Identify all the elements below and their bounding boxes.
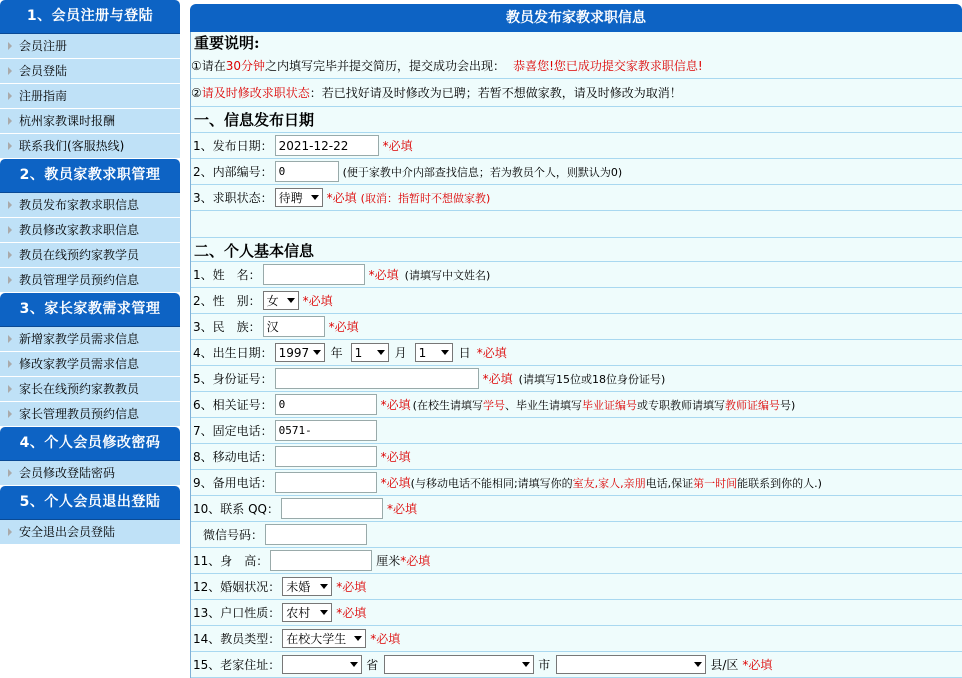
teacher-type-label: 14、教员类型： (193, 632, 281, 646)
cert-hint-text: 或专职教师请填写 (636, 398, 725, 412)
birth-row (191, 340, 962, 366)
arrow-right-icon (8, 335, 12, 343)
arrow-right-icon (8, 360, 12, 368)
arrow-right-icon (8, 117, 12, 125)
required-mark: *必填 (328, 320, 359, 334)
arrow-right-icon (8, 276, 12, 284)
backup-hint-highlight: 室友,家人,亲朋 (572, 476, 646, 490)
arrow-right-icon (8, 528, 12, 536)
cert-label: 6、相关证号： (193, 398, 273, 412)
chevron-down-icon (441, 350, 449, 355)
backup-hint-text: (与移动电话不能相同;请填写你的 (410, 476, 573, 490)
name-label: 1、姓 名： (193, 268, 261, 282)
teacher-type-row (191, 626, 962, 652)
code-hint: (便于家教中介内部查找信息；若为教员个人，则默认为0) (342, 165, 623, 179)
sidebar-item[interactable] (0, 134, 180, 159)
qq-input[interactable] (281, 498, 383, 519)
birth-year-value: 1997 (278, 345, 310, 360)
mobile-input[interactable] (275, 446, 377, 467)
status-select[interactable] (275, 188, 323, 207)
year-unit: 年 (330, 346, 343, 360)
sidebar-item-label: 联系我们(客服热线) (19, 139, 125, 153)
section-2-heading: 二、个人基本信息 (191, 238, 962, 262)
chevron-down-icon (313, 350, 321, 355)
id-input[interactable] (275, 368, 479, 389)
sidebar-item-label: 会员注册 (19, 39, 68, 53)
sidebar-item[interactable] (0, 193, 180, 218)
mobile-row (191, 444, 962, 470)
code-input[interactable] (275, 161, 339, 182)
sidebar-item[interactable] (0, 402, 180, 427)
gender-row (191, 288, 962, 314)
gender-select[interactable] (263, 291, 299, 310)
arrow-right-icon (8, 410, 12, 418)
sidebar-item-label: 修改家教学员需求信息 (19, 357, 140, 371)
sidebar-item-label: 家长管理教员预约信息 (19, 407, 140, 421)
chevron-down-icon (522, 662, 530, 667)
cert-row (191, 392, 962, 418)
marital-row (191, 574, 962, 600)
chevron-down-icon (320, 610, 328, 615)
phone-label: 7、固定电话： (193, 424, 273, 438)
sidebar-section-heading: 4、个人会员修改密码 (0, 427, 180, 461)
required-mark: *必填 (336, 580, 367, 594)
backup-phone-hint (411, 475, 822, 491)
status-label: 3、求职状态： (193, 191, 273, 205)
chevron-down-icon (377, 350, 385, 355)
wechat-label: 微信号码： (203, 528, 264, 542)
notice-text: ①请在 (191, 59, 226, 73)
sidebar-section-heading: 3、家长家教需求管理 (0, 293, 180, 327)
required-mark: *必填 (336, 606, 367, 620)
job-form (190, 32, 962, 678)
date-label: 1、发布日期： (193, 139, 273, 153)
height-label: 11、身 高： (193, 554, 269, 568)
arrow-right-icon (8, 201, 12, 209)
sidebar-section-heading: 1、会员注册与登陆 (0, 0, 180, 34)
teacher-type-value: 在校大学生 (286, 632, 347, 646)
date-input[interactable] (275, 135, 379, 156)
notice-highlight: 30分钟 (225, 59, 266, 73)
cert-hint-text: (在校生请填写 (412, 398, 483, 412)
code-row (191, 159, 962, 185)
chevron-down-icon (287, 298, 295, 303)
sidebar-item[interactable] (0, 327, 180, 352)
required-mark: *必填 (368, 268, 399, 282)
id-row (191, 366, 962, 392)
height-row (191, 548, 962, 574)
backup-hint-highlight: 第一时间 (693, 476, 738, 490)
sidebar-item-label: 新增家教学员需求信息 (19, 332, 140, 346)
sidebar-item-label: 教员管理学员预约信息 (19, 273, 140, 287)
sidebar-item-label: 教员修改家教求职信息 (19, 223, 140, 237)
backup-hint-text: 电话,保证 (645, 476, 694, 490)
code-label: 2、内部编号： (193, 165, 273, 179)
required-mark: *必填 (380, 476, 411, 490)
required-mark: *必填 (482, 372, 513, 386)
sidebar-item-label: 会员登陆 (19, 64, 68, 78)
province-unit: 省 (366, 658, 379, 672)
name-hint: (请填写中文姓名) (404, 268, 491, 282)
notice-text: ② (191, 85, 202, 100)
sidebar-item[interactable] (0, 352, 180, 377)
sidebar-item-label: 家长在线预约家教教员 (19, 382, 140, 396)
chevron-down-icon (350, 662, 358, 667)
notice-text: 之内填写完毕并提交简历，提交成功会出现： (265, 59, 506, 73)
required-mark: *必填 (326, 191, 357, 205)
main-panel (190, 4, 962, 678)
name-row (191, 262, 962, 288)
required-mark: *必填 (476, 346, 507, 360)
county-unit: 县/区 (710, 658, 739, 672)
arrow-right-icon (8, 469, 12, 477)
month-unit: 月 (394, 346, 407, 360)
mobile-label: 8、移动电话： (193, 450, 273, 464)
arrow-right-icon (8, 385, 12, 393)
status-hint: (取消：指暂时不想做家教) (360, 191, 491, 205)
backup-phone-input[interactable] (275, 472, 377, 493)
chevron-down-icon (320, 584, 328, 589)
height-unit: 厘米 (376, 554, 401, 568)
sidebar-item-label: 会员修改登陆密码 (19, 466, 116, 480)
cert-hint (413, 397, 796, 413)
height-input[interactable] (270, 550, 372, 571)
sidebar-item[interactable] (0, 520, 180, 545)
hukou-value: 农村 (286, 606, 311, 620)
required-mark: *必填 (400, 554, 431, 568)
sidebar-section-heading: 2、教员家教求职管理 (0, 159, 180, 193)
sidebar-item[interactable] (0, 268, 180, 293)
notice-line-1 (191, 53, 962, 79)
sidebar (0, 0, 180, 545)
sidebar-section-heading: 5、个人会员退出登陆 (0, 486, 180, 520)
wechat-input[interactable] (265, 524, 367, 545)
nation-input[interactable] (263, 316, 325, 337)
home-county-select[interactable] (556, 655, 706, 674)
hukou-row (191, 600, 962, 626)
phone-input[interactable] (275, 420, 377, 441)
sidebar-item-label: 教员在线预约家教学员 (19, 248, 140, 262)
notice-heading: 重要说明: (194, 34, 260, 52)
teacher-type-select[interactable] (282, 629, 366, 648)
hukou-label: 13、户口性质： (193, 606, 281, 620)
nation-row (191, 314, 962, 340)
required-mark: *必填 (382, 139, 413, 153)
home-city-select[interactable] (384, 655, 534, 674)
marital-select[interactable] (282, 577, 332, 596)
status-value: 待聘 (278, 191, 303, 205)
arrow-right-icon (8, 226, 12, 234)
gender-value: 女 (266, 294, 279, 308)
required-mark: *必填 (380, 398, 411, 412)
sidebar-item[interactable] (0, 59, 180, 84)
sidebar-item[interactable] (0, 34, 180, 59)
notice-highlight: 请及时修改求职状态 (201, 86, 310, 100)
cert-hint-highlight: 教师证编号 (724, 398, 780, 412)
qq-label: 10、联系 QQ： (193, 502, 279, 516)
name-input[interactable] (263, 264, 365, 285)
cert-hint-text: 、毕业生请填写 (504, 398, 582, 412)
status-row (191, 185, 962, 211)
marital-value: 未婚 (286, 580, 311, 594)
sidebar-item-label: 安全退出会员登陆 (19, 525, 116, 539)
spacer-row (191, 211, 962, 238)
id-hint: (请填写15位或18位身份证号) (518, 372, 666, 386)
section-1-heading: 一、信息发布日期 (191, 107, 962, 133)
arrow-right-icon (8, 67, 12, 75)
arrow-right-icon (8, 142, 12, 150)
qq-row (191, 496, 962, 522)
birth-month-select[interactable] (351, 343, 389, 362)
sidebar-item-label: 教员发布家教求职信息 (19, 198, 140, 212)
hukou-select[interactable] (282, 603, 332, 622)
page-title: 教员发布家教求职信息 (190, 4, 962, 32)
sidebar-item[interactable] (0, 109, 180, 134)
marital-label: 12、婚姻状况： (193, 580, 281, 594)
wechat-row (191, 522, 962, 548)
sidebar-item-label: 杭州家教课时报酬 (19, 114, 116, 128)
cert-hint-highlight: 毕业证编号 (581, 398, 637, 412)
id-label: 5、身份证号： (193, 372, 273, 386)
arrow-right-icon (8, 92, 12, 100)
backup-hint-text: 能联系到你的人.) (737, 476, 822, 490)
sidebar-item[interactable] (0, 243, 180, 268)
phone-row (191, 418, 962, 444)
home-address-label: 15、老家住址： (193, 658, 281, 672)
required-mark: *必填 (370, 632, 401, 646)
birth-month-value: 1 (354, 345, 363, 360)
required-mark: *必填 (386, 502, 417, 516)
sidebar-item[interactable] (0, 377, 180, 402)
birth-label: 4、出生日期： (193, 346, 273, 360)
cert-input[interactable] (275, 394, 377, 415)
nation-label: 3、民 族： (193, 320, 261, 334)
gender-label: 2、性 别： (193, 294, 261, 308)
birth-day-value: 1 (418, 345, 427, 360)
chevron-down-icon (694, 662, 702, 667)
chevron-down-icon (311, 195, 319, 200)
sidebar-item[interactable] (0, 218, 180, 243)
date-row (191, 133, 962, 159)
required-mark: *必填 (380, 450, 411, 464)
cert-hint-text: 号) (779, 398, 796, 412)
birth-year-select[interactable] (275, 343, 325, 362)
backup-phone-label: 9、备用电话： (193, 476, 273, 490)
required-mark: *必填 (302, 294, 333, 308)
home-province-select[interactable] (282, 655, 362, 674)
notice-line-2 (191, 79, 962, 107)
arrow-right-icon (8, 42, 12, 50)
required-mark: *必填 (742, 658, 773, 672)
arrow-right-icon (8, 251, 12, 259)
day-unit: 日 (458, 346, 471, 360)
notice-text: ：若已找好请及时修改为已聘；若暂不想做家教，请及时修改为取消！ (309, 86, 682, 100)
city-unit: 市 (538, 658, 551, 672)
cert-hint-highlight: 学号 (482, 398, 505, 412)
sidebar-item-label: 注册指南 (19, 89, 68, 103)
birth-day-select[interactable] (415, 343, 453, 362)
backup-phone-row (191, 470, 962, 496)
chevron-down-icon (354, 636, 362, 641)
home-address-row (191, 652, 962, 678)
notice-success-text: 恭喜您!您已成功提交家教求职信息! (513, 59, 703, 73)
sidebar-item[interactable] (0, 461, 180, 486)
sidebar-item[interactable] (0, 84, 180, 109)
